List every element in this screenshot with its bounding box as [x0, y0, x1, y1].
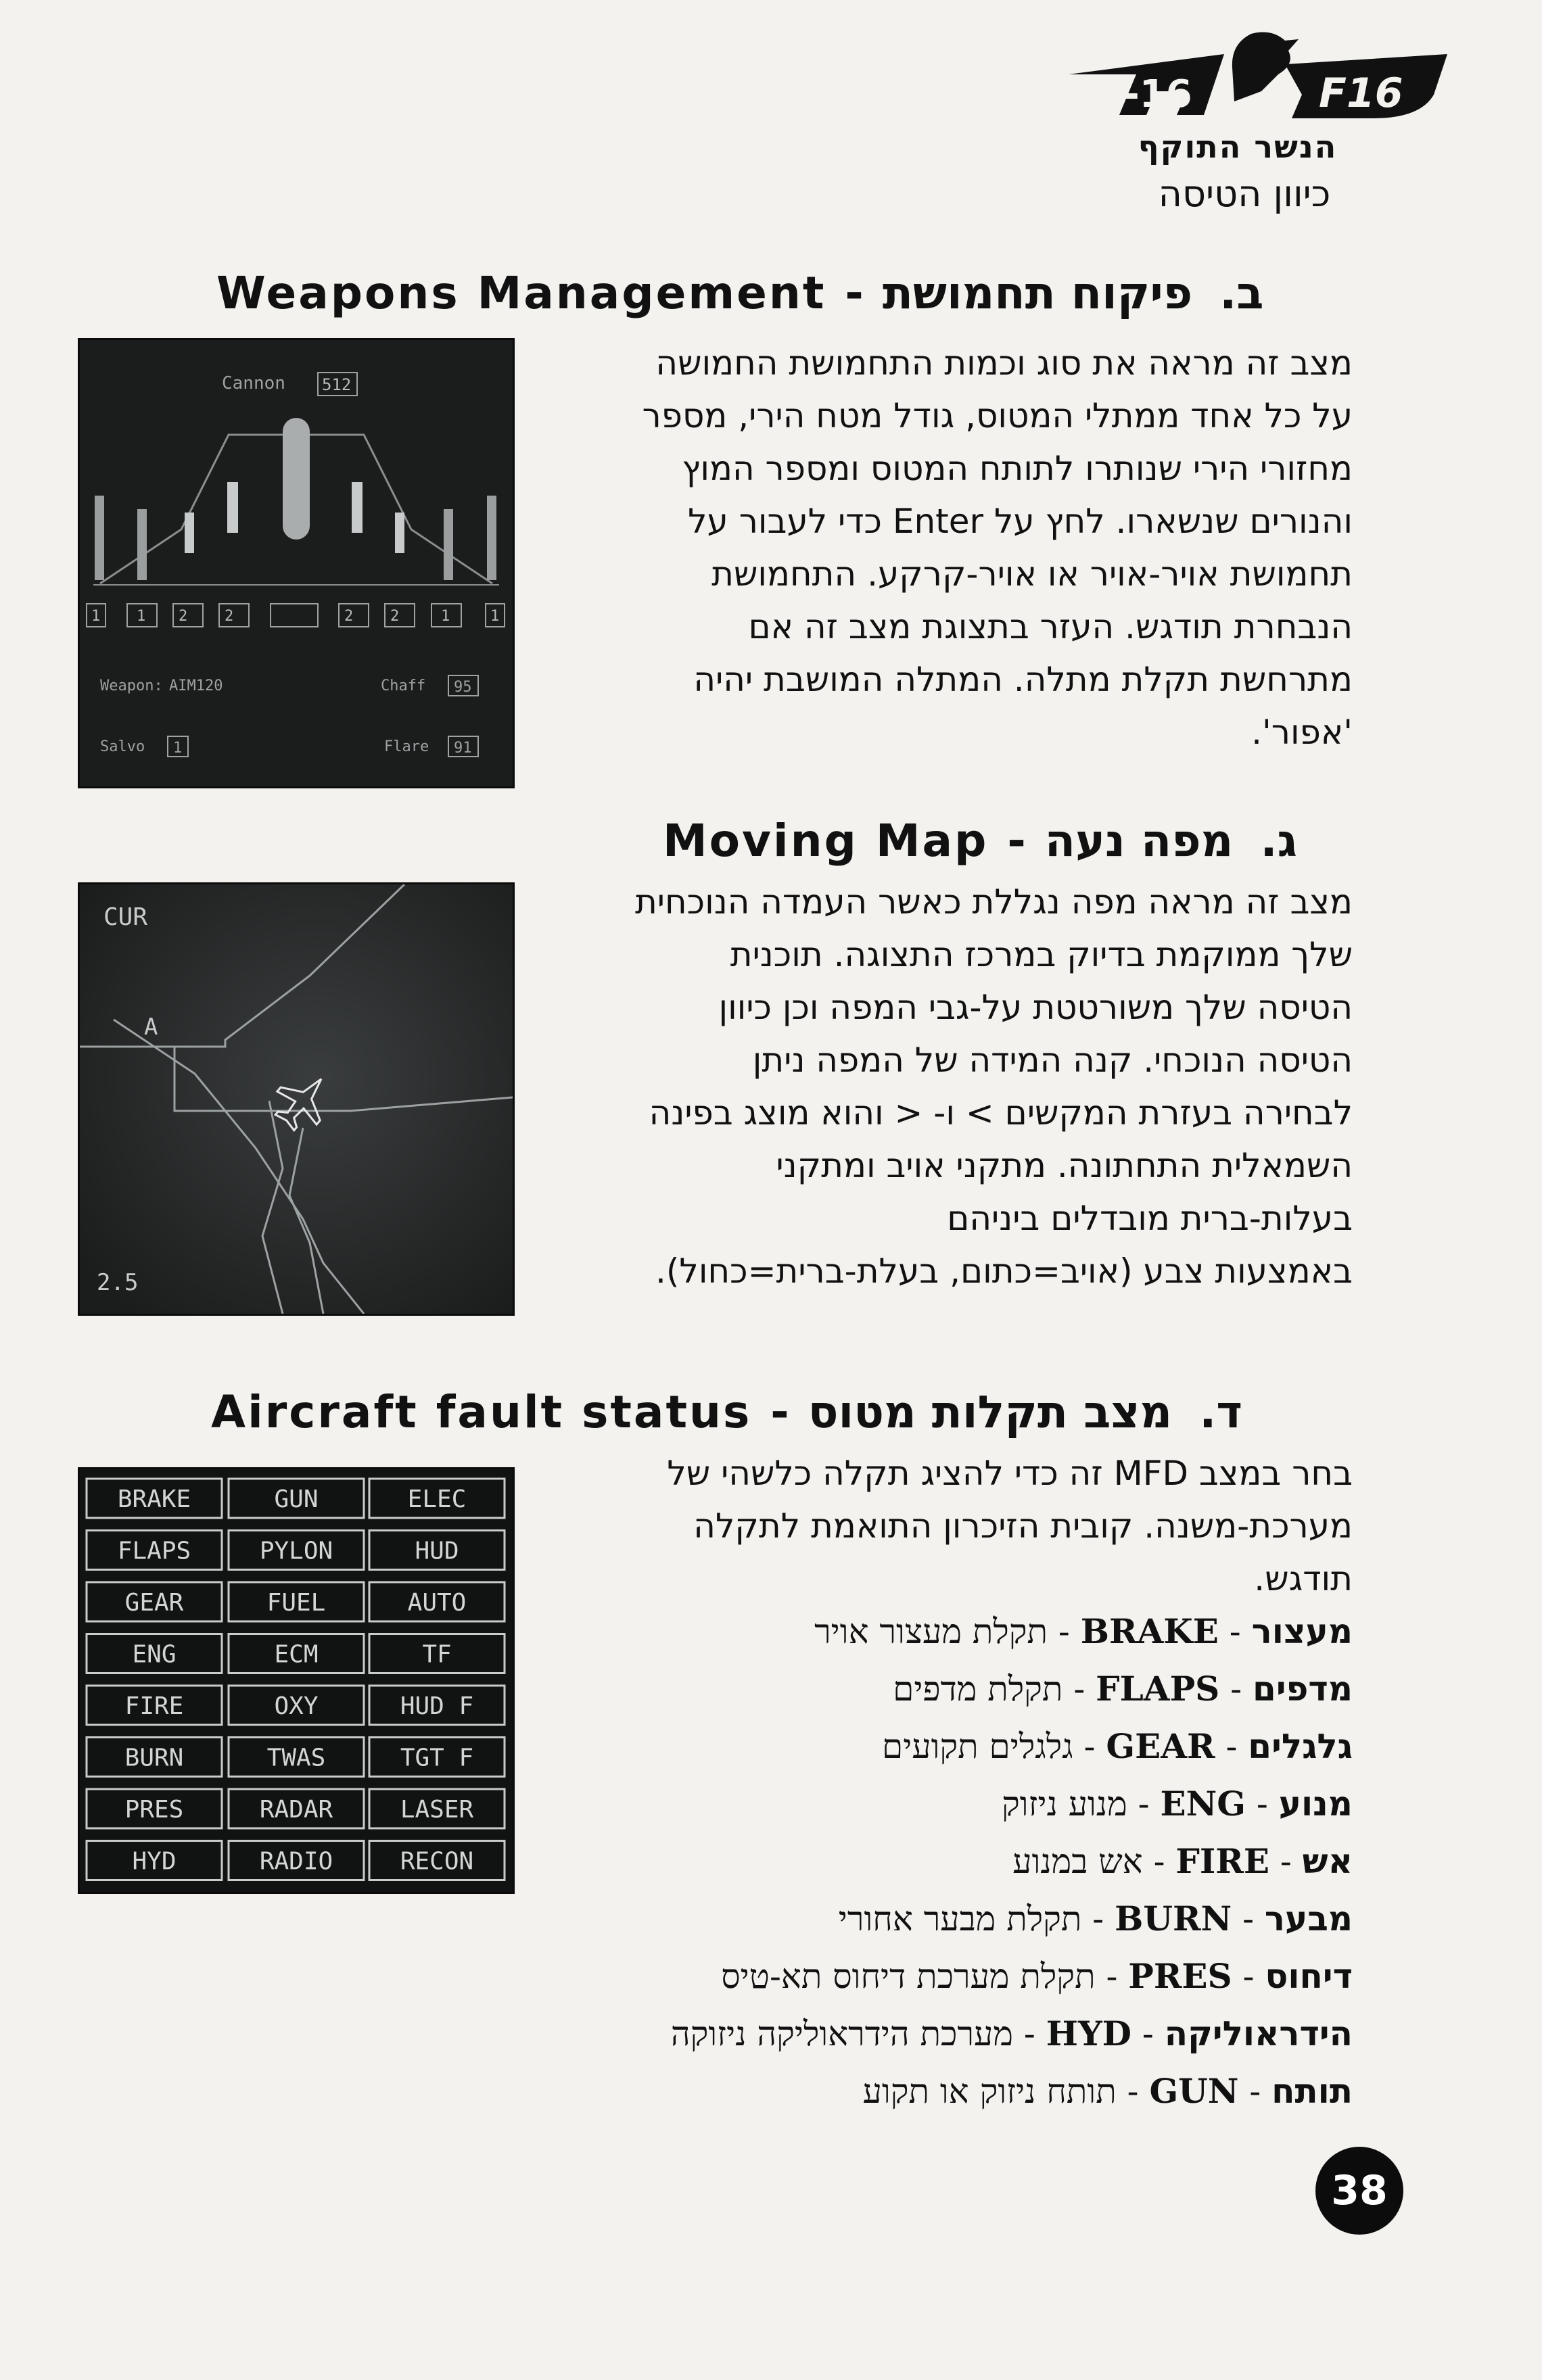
- section-heading-fault-status: Aircraft fault status - מצב תקלות מטוס ד.: [211, 1386, 1243, 1438]
- svg-text:LASER: LASER: [400, 1796, 474, 1824]
- waypoint-label: A: [144, 1014, 158, 1041]
- svg-text:TGT F: TGT F: [400, 1744, 474, 1772]
- fault-indicator-oxy: [229, 1686, 364, 1725]
- fault-indicator-fuel: [229, 1582, 364, 1621]
- svg-text:2: 2: [179, 608, 188, 625]
- svg-text:RECON: RECON: [400, 1847, 474, 1876]
- fault-indicator-gun: [229, 1479, 364, 1518]
- svg-text:TF: TF: [422, 1640, 452, 1669]
- section-text-fault-status: בחר במצב MFD זה כדי להציג תקלה כלשהי של מערכת-משנה. קובית הזיכרון התואמת לתקלה תודגש.: [667, 1454, 1353, 1598]
- fault-indicator-radio: [229, 1841, 364, 1880]
- fault-indicator-burn: [87, 1738, 222, 1777]
- fault-indicator-twas: [229, 1738, 364, 1777]
- logo-hebrew-title: הנשר התוקף: [1138, 128, 1338, 165]
- heading-he: פיקוח תחמושת: [882, 267, 1193, 319]
- station-boxes: [87, 604, 505, 627]
- svg-text:PRES: PRES: [124, 1796, 184, 1824]
- heading-en: Weapons Management: [216, 267, 826, 319]
- svg-text:F16: F16: [1319, 70, 1403, 117]
- svg-text:HYD: HYD: [132, 1847, 177, 1876]
- map-scale: 2.5: [97, 1269, 139, 1296]
- flare-value: 91: [454, 740, 472, 757]
- section-text-moving-map: מצב זה מראה מפה נגללת כאשר העמדה הנוכחית שלך ממוקמת בדיוק במרכז התצוגה. תוכנית הטיסה שלך משורטטת על-גבי המפה וכן כיוון הטיסה הנוכחי. קנה המידה של המפה ניתן לבחירה בעזרת המקשים > ו- < והוא מוצג בפינה השמאלית התחתונה. מתקני אויב ומתקני בעלות-ברית מובדלים ביניהם באמצעות צבע (אויב=כתום, בעלת-ברית=כחול).: [634, 882, 1353, 1291]
- missile-icon: [444, 509, 453, 580]
- section-heading-moving-map: Moving Map - מפה נעה ג.: [663, 815, 1298, 867]
- svg-text:ELEC: ELEC: [407, 1485, 467, 1513]
- heading-number: ב.: [1219, 267, 1264, 319]
- heading-number: ג.: [1260, 815, 1298, 867]
- svg-text:BURN: BURN: [124, 1744, 184, 1772]
- svg-text:ENG: ENG: [132, 1640, 177, 1669]
- salvo-value: 1: [173, 740, 183, 757]
- fault-indicator-ecm: [229, 1634, 364, 1673]
- svg-text:FLAPS: FLAPS: [117, 1537, 191, 1565]
- svg-text:TWAS: TWAS: [266, 1744, 326, 1772]
- page-number: 38: [1315, 2147, 1403, 2235]
- heading-en: Moving Map: [663, 815, 989, 867]
- fault-item: מנוע - ENG - מנוע ניזוק: [1001, 1784, 1353, 1824]
- svg-text:OXY: OXY: [274, 1692, 319, 1720]
- svg-text:HUD: HUD: [415, 1537, 459, 1565]
- svg-text:2: 2: [225, 608, 234, 625]
- missile-icon: [95, 496, 104, 580]
- bomb-icon: [395, 513, 404, 553]
- heading-number: ד.: [1199, 1386, 1243, 1438]
- moving-map-screen: [78, 882, 515, 1316]
- fault-indicator-elec: [369, 1479, 505, 1518]
- logo: [1055, 27, 1461, 237]
- fault-item: הידראוליקה - HYD - מערכת הידראוליקה ניזוקה: [670, 2014, 1353, 2053]
- fault-list: [406, 1602, 1353, 2120]
- svg-text:RADIO: RADIO: [259, 1847, 333, 1876]
- fault-item: מעצור - BRAKE - תקלת מעצור אויר: [814, 1611, 1353, 1651]
- svg-text:FUEL: FUEL: [266, 1589, 326, 1617]
- svg-text:PYLON: PYLON: [259, 1537, 333, 1565]
- fault-item: מדפים - FLAPS - תקלת מדפים: [893, 1669, 1353, 1709]
- missile-icon: [487, 496, 496, 580]
- salvo-label: Salvo: [100, 738, 145, 755]
- fault-indicator-hyd: [87, 1841, 222, 1880]
- weapon-label: Weapon:: [100, 677, 163, 694]
- fault-item: תותח - GUN - תותח ניזוק או תקוע: [862, 2071, 1353, 2111]
- svg-text:FIRE: FIRE: [124, 1692, 184, 1720]
- bomb-icon: [227, 482, 238, 533]
- svg-text:2: 2: [390, 608, 400, 625]
- fault-indicator-brake: [87, 1479, 222, 1518]
- fault-indicator-pylon: [229, 1531, 364, 1570]
- weapons-management-screen: [78, 338, 515, 788]
- cannon-label: Cannon: [222, 373, 285, 394]
- svg-text:1: 1: [91, 608, 101, 625]
- fault-indicator-flaps: [87, 1531, 222, 1570]
- fault-indicator-eng: [87, 1634, 222, 1673]
- weapon-value: AIM120: [169, 677, 223, 694]
- fault-indicator-pres: [87, 1789, 222, 1828]
- chaff-label: Chaff: [381, 677, 426, 694]
- section-text-weapons: מצב זה מראה את סוג וכמות התחמושת החמושה על כל אחד ממתלי המטוס, גודל מטח הירי, מספר מחזורי הירי שנותרו לתותח המטוס ומספר המוץ והנורים שנשארו. לחץ על Enter כדי לעבור על תחמושת אויר-אויר או אויר-קרקע. התחמושת הנבחרת תודגש. העזר בתצוגת מצב זה אם מתרחשת תקלת מתלה. המתלה המושבת יהיה 'אפור'.: [642, 343, 1353, 752]
- svg-text:GEAR: GEAR: [124, 1589, 184, 1617]
- f16-eagle-logo-icon: [1055, 27, 1461, 135]
- bomb-icon: [185, 513, 194, 553]
- svg-text:GUN: GUN: [274, 1485, 319, 1513]
- heading-en: Aircraft fault status: [211, 1386, 752, 1438]
- flare-label: Flare: [384, 738, 429, 755]
- fault-item: מבער - BURN - תקלת מבער אחורי: [838, 1899, 1353, 1938]
- missile-icon: [137, 509, 147, 580]
- svg-text:AUTO: AUTO: [407, 1589, 467, 1617]
- svg-text:ECM: ECM: [274, 1640, 319, 1669]
- svg-text:1: 1: [137, 608, 146, 625]
- chaff-value: 95: [454, 679, 472, 696]
- fault-indicator-radar: [229, 1789, 364, 1828]
- fault-indicator-hud: [369, 1531, 505, 1570]
- svg-text:1: 1: [441, 608, 450, 625]
- heading-he: מפה נעה: [1044, 815, 1234, 867]
- chapter-subtitle: כיוון הטיסה: [1158, 172, 1331, 215]
- fault-indicator-gear: [87, 1582, 222, 1621]
- heading-he: מצב תקלות מטוס: [808, 1386, 1173, 1438]
- bomb-icon: [352, 482, 363, 533]
- fault-item: דיחוס - PRES - תקלת מערכת דיחוס תא-טיס: [721, 1956, 1353, 1996]
- center-tank-icon: [283, 418, 310, 540]
- fault-item: גלגלים - GEAR - גלגלים תקועים: [882, 1726, 1353, 1766]
- svg-text:HUD F: HUD F: [400, 1692, 474, 1720]
- svg-text:2: 2: [344, 608, 354, 625]
- cannon-value: 512: [322, 375, 352, 394]
- section-heading-weapons: Weapons Management - פיקוח תחמושת ב.: [216, 267, 1264, 319]
- cur-label: CUR: [103, 903, 148, 931]
- svg-text:RADAR: RADAR: [259, 1796, 333, 1824]
- svg-text:1: 1: [490, 608, 500, 625]
- fault-indicator-fire: [87, 1686, 222, 1725]
- fault-item: אש - FIRE - אש במנוע: [1012, 1841, 1353, 1881]
- svg-text:BRAKE: BRAKE: [117, 1485, 191, 1513]
- svg-text:F-16: F-16: [1099, 72, 1192, 116]
